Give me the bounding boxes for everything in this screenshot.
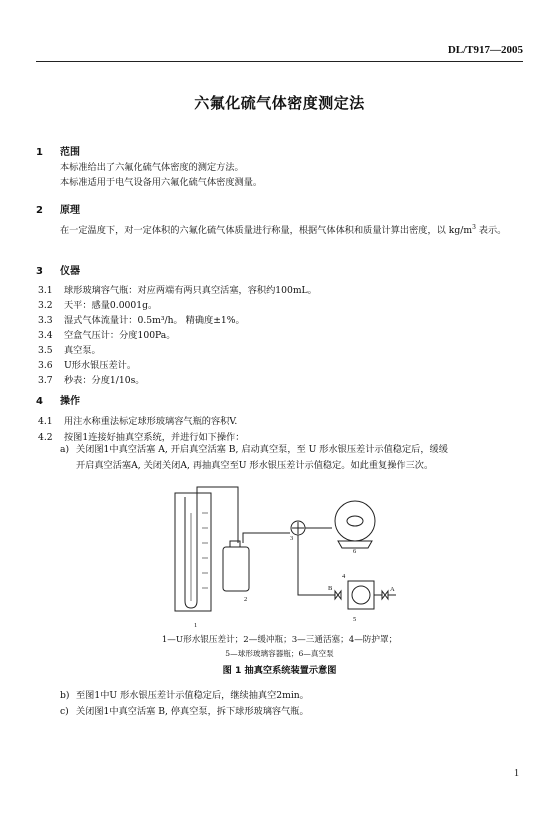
item-number: 3.4 [38,330,53,341]
section-title: 范围 [60,147,80,158]
label-4: 4 [342,573,346,580]
section-heading-scope [36,143,80,158]
item-text: 用注水称重法标定球形玻璃容气瓶的容积V. [64,416,238,427]
section-number: 1 [36,147,43,158]
step-a-line-1 [60,441,448,455]
instrument-item [38,357,136,371]
section-heading-instruments [36,262,80,277]
item-text: 秒表：分度1/10s。 [64,375,145,386]
item-text: 球形玻璃容气瓶：对应两端有两只真空活塞，容积约100mL。 [64,285,317,296]
step-label: c) [60,706,69,717]
item-number: 4.1 [38,416,53,427]
step-text: 至图1中U 形水银压差计示值稳定后，继续抽真空2min。 [76,690,309,701]
valve-b [335,591,341,599]
instrument-item [38,312,245,326]
label-3: 3 [290,535,294,542]
figure-legend-line-2: 5—球形玻璃容器瓶；6—真空泵 [225,649,334,658]
document-title: 六氟化硫气体密度测定法 [194,94,365,112]
spherical-flask [352,586,370,604]
item-number: 3.7 [38,375,53,386]
item-text: U形水银压差计。 [64,360,137,371]
operation-item [38,413,237,427]
step-text: 关闭图1中真空活塞 B, 停真空泵，拆下球形玻璃容气瓶。 [76,706,309,717]
item-number: 3.2 [38,300,53,311]
item-number: 3.3 [38,315,53,326]
manometer-frame [175,493,211,611]
section-title: 操作 [60,396,80,407]
tube-manometer-to-buffer [197,487,238,543]
section-heading-operation [36,392,80,407]
step-a-line-2: 开启真空活塞A, 关闭关闭A, 再抽真空至U 形水银压差计示值稳定。如此重复操作三次。 [76,460,434,471]
item-number: 3.5 [38,345,53,356]
scope-line-1: 本标准给出了六氟化硫气体密度的测定方法。 [60,162,244,173]
principle-text-end: 表示。 [475,225,507,237]
item-text: 真空泵。 [64,345,101,356]
header-rule [36,61,523,62]
item-number: 4.2 [38,432,53,443]
instrument-item [38,372,144,386]
section-number: 4 [36,396,43,407]
step-text: 关闭图1中真空活塞 A, 开启真空活塞 B, 启动真空泵，至 U 形水银压差计示值稳定后，缓缓 [76,444,448,455]
section-number: 2 [36,205,43,216]
label-a: A [390,586,395,593]
label-1: 1 [194,622,198,629]
item-text: 按图1连接好抽真空系统，并进行如下操作： [64,432,245,443]
page-number: 1 [514,768,519,779]
label-b: B [328,585,333,592]
label-6: 6 [353,548,357,555]
step-label: b) [60,690,70,701]
instrument-item [38,342,101,356]
valve-a [382,591,388,599]
instrument-item [38,297,157,311]
figure-legend-line-1: 1—U形水银压差计；2—缓冲瓶；3—三通活塞；4—防护罩； [161,635,398,645]
item-text: 空盒气压计：分度100Pa。 [64,330,176,341]
superscript: 3 [472,224,476,231]
buffer-bottle [223,547,249,591]
label-2: 2 [244,596,248,603]
section-number: 3 [36,266,43,277]
step-label: a) [60,444,70,455]
scope-line-2: 本标准适用于电气设备用六氟化硫气体密度测量。 [60,177,263,188]
vacuum-pump [335,501,375,541]
figure-caption: 图 1 抽真空系统装置示意图 [222,665,337,676]
principle-paragraph [38,220,526,239]
section-heading-principle [36,201,80,216]
section-title: 原理 [60,205,80,216]
step-b [60,687,309,701]
step-c [60,703,309,717]
vacuum-system-diagram [150,483,410,633]
item-number: 3.1 [38,285,53,296]
instrument-item [38,327,175,341]
section-title: 仪器 [60,266,80,277]
item-text: 湿式气体流量计：0.5m³/h。 精确度±1%。 [64,315,245,326]
standard-number: DL/T917—2005 [447,44,523,56]
instrument-item [38,282,317,296]
label-5: 5 [353,616,357,623]
item-text: 天平：感量0.0001g。 [64,300,158,311]
item-number: 3.6 [38,360,53,371]
principle-text: 在一定温度下，对一定体积的六氟化硫气体质量进行称量，根据气体体积和质量计算出密度，以 kg/m [60,225,473,237]
